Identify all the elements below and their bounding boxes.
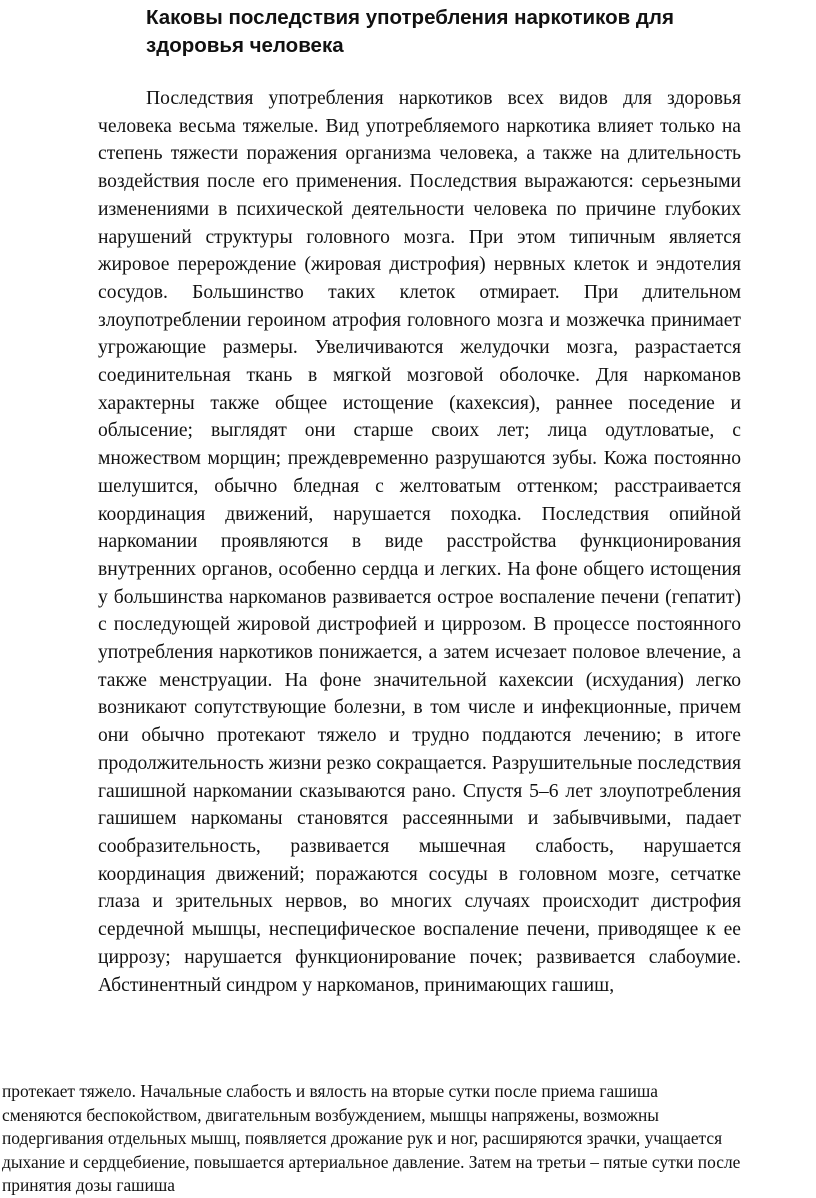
page-title-line-1: Каковы последствия употребления наркотиков для [146, 6, 674, 29]
continuation-line: принятия дозы гашиша [2, 1175, 175, 1196]
continuation-line: сменяются беспокойством, двигательным возбуждением, мышцы напряжены, возможны [2, 1104, 659, 1125]
body-paragraph: Последствия употребления наркотиков всех видов для здоровья человека весьма тяжелые. Вид употребляемого наркотика влияет только на степень тяжести поражения организма человека, а также на длительность воздействия после его применения. Последствия выражаются: серьезными изменениями в психической деятельности человека по причине глубоких нарушений структуры головного мозга. При этом типичным является жировое перерождение (жировая дистрофия) нервных клеток и эндотелия сосудов. Большинство таких клеток отмирает. При длительном злоупотреблении героином атрофия головного мозга и мозжечка принимает угрожающие размеры. Увеличиваются желудочки мозга, разрастается соединительная ткань в мягкой мозговой оболочке. Для наркоманов характерны также общее истощение (кахексия), раннее поседение и облысение; выглядят они старше своих лет; лица одутловатые, с множеством морщин; преждевременно разрушаются зубы. Кожа постоянно шелушится, обычно бледная с желтоватым оттенком; расстраивается координация движений, нарушается походка. Последствия опийной наркомании проявляются в виде расстройства функционирования внутренних органов, особенно сердца и легких. На фоне общего истощения у большинства наркоманов развивается острое воспаление печени (гепатит) с последующей жировой дистрофией и циррозом. В процессе постоянного употребления наркотиков понижается, а затем исчезает половое влечение, а также менструации. На фоне значительной кахексии (исхудания) легко возникают сопутствующие болезни, в том числе и инфекционные, причем они обычно протекают тяжело и трудно поддаются лечению; в итоге продолжительность жизни резко сокращается. Разрушительные последствия гашишной наркомании сказываются рано. Спустя 5–6 лет злоупотребления гашишем наркоманы становятся рассеянными и забывчивыми, падает сообразительность, развивается мышечная слабость, нарушается координация движений; поражаются сосуды в головном мозге, сетчатке глаза и зрительных нервов, во многих случаях происходит дистрофия сердечной мышцы, неспецифическое воспаление печени, приводящее к ее циррозу; нарушается функционирование почек; развивается слабоумие. Абстинентный синдром у наркоманов, принимающих гашиш, [98, 88, 741, 996]
continuation-line: подергивания отдельных мышц, появляется дрожание рук и ног, расширяются зрачки, учащается [2, 1128, 723, 1149]
page-title-line-2: здоровья человека [146, 34, 344, 57]
continuation-line: протекает тяжело. Начальные слабость и вялость на вторые сутки после приема гашиша [2, 1081, 658, 1101]
continuation-paragraph [2, 1080, 814, 1198]
continuation-line: дыхание и сердцебиение, повышается артериальное давление. Затем на третьи – пятые сутки после [2, 1151, 741, 1172]
page-title [146, 4, 766, 60]
